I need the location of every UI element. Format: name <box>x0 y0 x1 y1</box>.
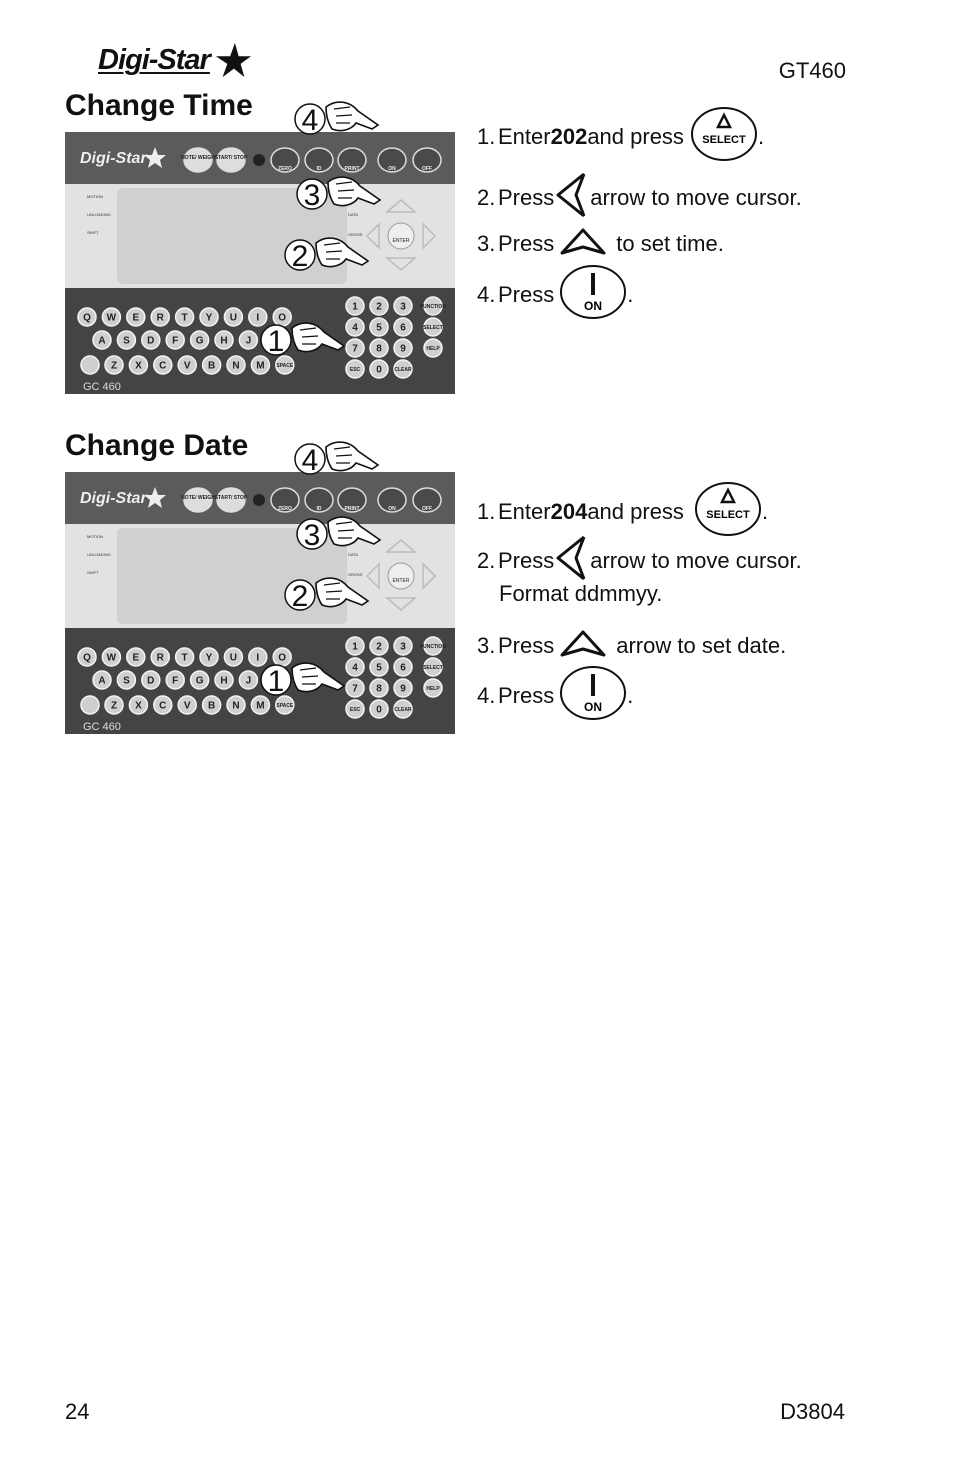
key <box>151 648 169 666</box>
svg-text:Q: Q <box>83 312 91 324</box>
key <box>203 356 221 374</box>
svg-text:I: I <box>256 312 260 324</box>
svg-text:SPACE: SPACE <box>276 702 294 709</box>
svg-text:B: B <box>207 700 216 712</box>
svg-text:T: T <box>181 652 188 664</box>
key <box>273 308 291 326</box>
key <box>276 696 294 714</box>
key <box>251 696 269 714</box>
step-3: 3. Press to set time. <box>477 227 724 261</box>
key <box>370 339 388 357</box>
side-label: GROSS <box>348 232 363 237</box>
key <box>203 696 221 714</box>
svg-text:SELECT: SELECT <box>423 664 443 671</box>
key <box>176 308 194 326</box>
svg-text:3: 3 <box>400 301 406 313</box>
key <box>224 308 242 326</box>
key <box>117 331 135 349</box>
svg-text:CLEAR: CLEAR <box>394 366 412 373</box>
document-id: D3804 <box>780 1399 845 1424</box>
key <box>215 671 233 689</box>
svg-text:2: 2 <box>291 580 309 613</box>
step-1: 1. Enter 204 and press SELECT . <box>477 480 768 544</box>
svg-text:PRINT: PRINT <box>344 166 360 172</box>
svg-text:ZERO: ZERO <box>278 506 292 512</box>
svg-text:ID: ID <box>316 506 322 512</box>
key <box>215 331 233 349</box>
key <box>394 339 412 357</box>
key <box>102 648 120 666</box>
svg-text:2: 2 <box>376 301 382 313</box>
key <box>81 356 99 374</box>
side-label: GROSS <box>348 572 363 577</box>
key <box>370 637 388 655</box>
key <box>191 331 209 349</box>
key <box>370 679 388 697</box>
svg-text:E: E <box>132 652 140 664</box>
key <box>78 308 96 326</box>
key <box>227 696 245 714</box>
side-label: DATA <box>348 552 359 557</box>
key <box>166 331 184 349</box>
key <box>249 648 267 666</box>
svg-text:8: 8 <box>376 683 382 695</box>
step-2-format: Format ddmmyy. <box>499 581 663 606</box>
key <box>394 318 412 336</box>
svg-text:G: G <box>195 335 204 347</box>
svg-text:R: R <box>156 312 164 324</box>
key <box>370 658 388 676</box>
top-button <box>413 488 441 512</box>
key <box>154 356 172 374</box>
svg-text:SELECT: SELECT <box>702 134 746 146</box>
top-button <box>271 488 299 512</box>
svg-text:1: 1 <box>352 301 358 313</box>
panel-model-label: GC 460 <box>83 381 121 393</box>
key <box>178 356 196 374</box>
svg-text:5: 5 <box>376 322 382 334</box>
key <box>117 671 135 689</box>
logo-text: Digi-Star <box>98 44 210 76</box>
svg-text:0: 0 <box>376 364 382 376</box>
key <box>394 700 412 718</box>
key <box>370 700 388 718</box>
svg-text:Y: Y <box>205 652 213 664</box>
side-label: UNLOADING <box>87 552 111 557</box>
top-button <box>378 148 406 172</box>
svg-text:J: J <box>245 335 252 347</box>
svg-text:HELP: HELP <box>426 685 440 692</box>
svg-text:N: N <box>232 360 240 372</box>
key <box>78 648 96 666</box>
svg-text:U: U <box>229 652 238 664</box>
svg-text:F: F <box>172 335 179 347</box>
top-button <box>413 148 441 172</box>
key <box>200 648 218 666</box>
svg-text:9: 9 <box>400 343 406 355</box>
svg-text:NOTE/ WEIGH: NOTE/ WEIGH <box>181 495 215 501</box>
key <box>346 658 364 676</box>
svg-text:U: U <box>229 312 238 324</box>
svg-text:OFF: OFF <box>422 166 432 172</box>
svg-text:5: 5 <box>376 662 382 674</box>
key <box>346 360 364 378</box>
key <box>394 679 412 697</box>
svg-text:OFF: OFF <box>422 506 432 512</box>
key <box>178 696 196 714</box>
svg-text:7: 7 <box>352 683 358 695</box>
side-label: SHIFT <box>87 570 99 575</box>
section-title-change-date: Change Date <box>65 429 249 462</box>
key <box>423 318 443 336</box>
svg-text:C: C <box>159 360 167 372</box>
svg-text:S: S <box>123 675 130 687</box>
panel-model-label: GC 460 <box>83 721 121 733</box>
svg-text:ZERO: ZERO <box>278 166 292 172</box>
key <box>346 297 364 315</box>
svg-text:START/ STOP: START/ STOP <box>214 155 248 161</box>
svg-text:N: N <box>232 700 240 712</box>
key <box>154 696 172 714</box>
svg-text:HELP: HELP <box>426 345 440 352</box>
svg-text:4: 4 <box>352 322 358 334</box>
svg-text:W: W <box>106 652 117 664</box>
svg-text:4: 4 <box>352 662 358 674</box>
key <box>251 356 269 374</box>
svg-text:H: H <box>220 335 228 347</box>
svg-text:J: J <box>245 675 252 687</box>
svg-text:S: S <box>123 335 130 347</box>
on-button-icon <box>559 264 627 326</box>
svg-text:6: 6 <box>400 322 406 334</box>
svg-text:C: C <box>159 700 167 712</box>
svg-text:Z: Z <box>110 700 118 712</box>
key <box>394 297 412 315</box>
svg-text:O: O <box>278 652 287 664</box>
panel-brand: Digi-Star <box>80 490 147 507</box>
svg-text:X: X <box>135 700 142 712</box>
svg-text:I: I <box>256 652 260 664</box>
step-4: 4. Press ON . <box>477 665 633 727</box>
svg-text:A: A <box>98 335 106 347</box>
key <box>93 331 111 349</box>
svg-text:NOTE/ WEIGH: NOTE/ WEIGH <box>181 155 215 161</box>
svg-text:3: 3 <box>303 519 321 552</box>
side-label: SHIFT <box>87 230 99 235</box>
key <box>239 671 257 689</box>
side-label: MOTION <box>87 534 103 539</box>
key <box>239 331 257 349</box>
svg-text:Z: Z <box>110 360 118 372</box>
callout-4 <box>295 102 378 137</box>
key <box>249 308 267 326</box>
key <box>105 696 123 714</box>
svg-text:T: T <box>181 312 188 324</box>
indicator-light <box>253 494 265 506</box>
indicator-light <box>253 154 265 166</box>
svg-text:8: 8 <box>376 343 382 355</box>
svg-text:4: 4 <box>301 444 319 477</box>
key <box>129 356 147 374</box>
svg-text:7: 7 <box>352 343 358 355</box>
key <box>394 658 412 676</box>
svg-text:G: G <box>195 675 204 687</box>
side-label: UNLOADING <box>87 212 111 217</box>
svg-text:Y: Y <box>205 312 213 324</box>
svg-text:SELECT: SELECT <box>706 509 750 521</box>
svg-text:D: D <box>147 675 155 687</box>
svg-text:1: 1 <box>267 665 285 698</box>
side-label: MOTION <box>87 194 103 199</box>
svg-text:V: V <box>183 700 191 712</box>
top-button <box>271 148 299 172</box>
key <box>370 360 388 378</box>
key <box>129 696 147 714</box>
key <box>423 658 443 676</box>
svg-text:M: M <box>256 700 265 712</box>
key <box>200 308 218 326</box>
step-2: 2. Press arrow to move cursor. <box>477 172 802 224</box>
svg-text:ENTER: ENTER <box>392 578 410 584</box>
on-button-icon <box>559 665 627 727</box>
svg-text:3: 3 <box>303 179 321 212</box>
svg-text:X: X <box>135 360 142 372</box>
svg-text:1: 1 <box>267 325 285 358</box>
key <box>346 700 364 718</box>
panel-brand: Digi-Star <box>80 150 147 167</box>
top-button <box>378 488 406 512</box>
svg-text:ON: ON <box>388 166 396 172</box>
svg-text:M: M <box>256 360 265 372</box>
left-arrow-icon <box>554 172 590 224</box>
step-2: 2. Press arrow to move cursor. <box>477 535 802 587</box>
key <box>142 331 160 349</box>
svg-text:1: 1 <box>352 641 358 653</box>
svg-text:FUNCTION: FUNCTION <box>420 643 446 650</box>
svg-text:B: B <box>207 360 216 372</box>
key <box>166 671 184 689</box>
svg-text:START/ STOP: START/ STOP <box>214 495 248 501</box>
key <box>276 356 294 374</box>
key <box>81 696 99 714</box>
svg-text:R: R <box>156 652 164 664</box>
star-icon <box>214 42 252 80</box>
key <box>273 648 291 666</box>
up-arrow-icon <box>560 227 606 261</box>
svg-text:E: E <box>132 312 140 324</box>
svg-text:F: F <box>172 675 179 687</box>
section-title-change-time: Change Time <box>65 89 253 122</box>
svg-text:6: 6 <box>400 662 406 674</box>
key <box>346 637 364 655</box>
key <box>93 671 111 689</box>
key <box>346 679 364 697</box>
top-button <box>338 488 366 512</box>
svg-text:FUNCTION: FUNCTION <box>420 303 446 310</box>
key <box>151 308 169 326</box>
svg-text:ON: ON <box>388 506 396 512</box>
key <box>191 671 209 689</box>
model-label: GT460 <box>778 58 846 83</box>
callout-4 <box>295 442 378 477</box>
svg-text:4: 4 <box>301 104 319 137</box>
select-button-icon <box>690 105 758 169</box>
svg-text:ON: ON <box>584 299 603 313</box>
svg-text:CLEAR: CLEAR <box>394 706 412 713</box>
svg-text:O: O <box>278 312 287 324</box>
top-button <box>305 148 333 172</box>
key <box>127 648 145 666</box>
key <box>394 637 412 655</box>
up-arrow-icon <box>560 629 606 663</box>
top-button <box>338 148 366 172</box>
svg-text:SELECT: SELECT <box>423 324 443 331</box>
svg-text:Q: Q <box>83 652 91 664</box>
enter-key <box>388 223 414 249</box>
key <box>346 339 364 357</box>
svg-text:ESC: ESC <box>349 366 361 373</box>
step-1: 1. Enter 202 and press SELECT . <box>477 105 764 169</box>
top-button <box>305 488 333 512</box>
enter-key <box>388 563 414 589</box>
svg-text:9: 9 <box>400 683 406 695</box>
svg-text:D: D <box>147 335 155 347</box>
key <box>424 339 442 357</box>
svg-text:H: H <box>220 675 228 687</box>
key <box>424 679 442 697</box>
digi-star-logo <box>98 44 254 84</box>
key <box>224 648 242 666</box>
key <box>370 297 388 315</box>
svg-text:ID: ID <box>316 166 322 172</box>
key <box>346 318 364 336</box>
key <box>142 671 160 689</box>
key <box>394 360 412 378</box>
key <box>102 308 120 326</box>
key <box>105 356 123 374</box>
left-arrow-icon <box>554 535 590 587</box>
key <box>227 356 245 374</box>
page-number: 24 <box>65 1399 90 1424</box>
svg-text:PRINT: PRINT <box>344 506 360 512</box>
svg-text:2: 2 <box>376 641 382 653</box>
svg-text:3: 3 <box>400 641 406 653</box>
step-3: 3. Press arrow to set date. <box>477 629 786 663</box>
svg-text:ESC: ESC <box>349 706 361 713</box>
svg-text:0: 0 <box>376 704 382 716</box>
svg-text:2: 2 <box>291 240 309 273</box>
key <box>176 648 194 666</box>
step-4: 4. Press ON . <box>477 264 633 326</box>
key <box>370 318 388 336</box>
svg-text:A: A <box>98 675 106 687</box>
side-label: DATA <box>348 212 359 217</box>
svg-text:SPACE: SPACE <box>276 362 294 369</box>
svg-text:V: V <box>183 360 191 372</box>
key <box>127 308 145 326</box>
svg-text:ENTER: ENTER <box>392 238 410 244</box>
svg-text:W: W <box>106 312 117 324</box>
svg-text:ON: ON <box>584 700 603 714</box>
